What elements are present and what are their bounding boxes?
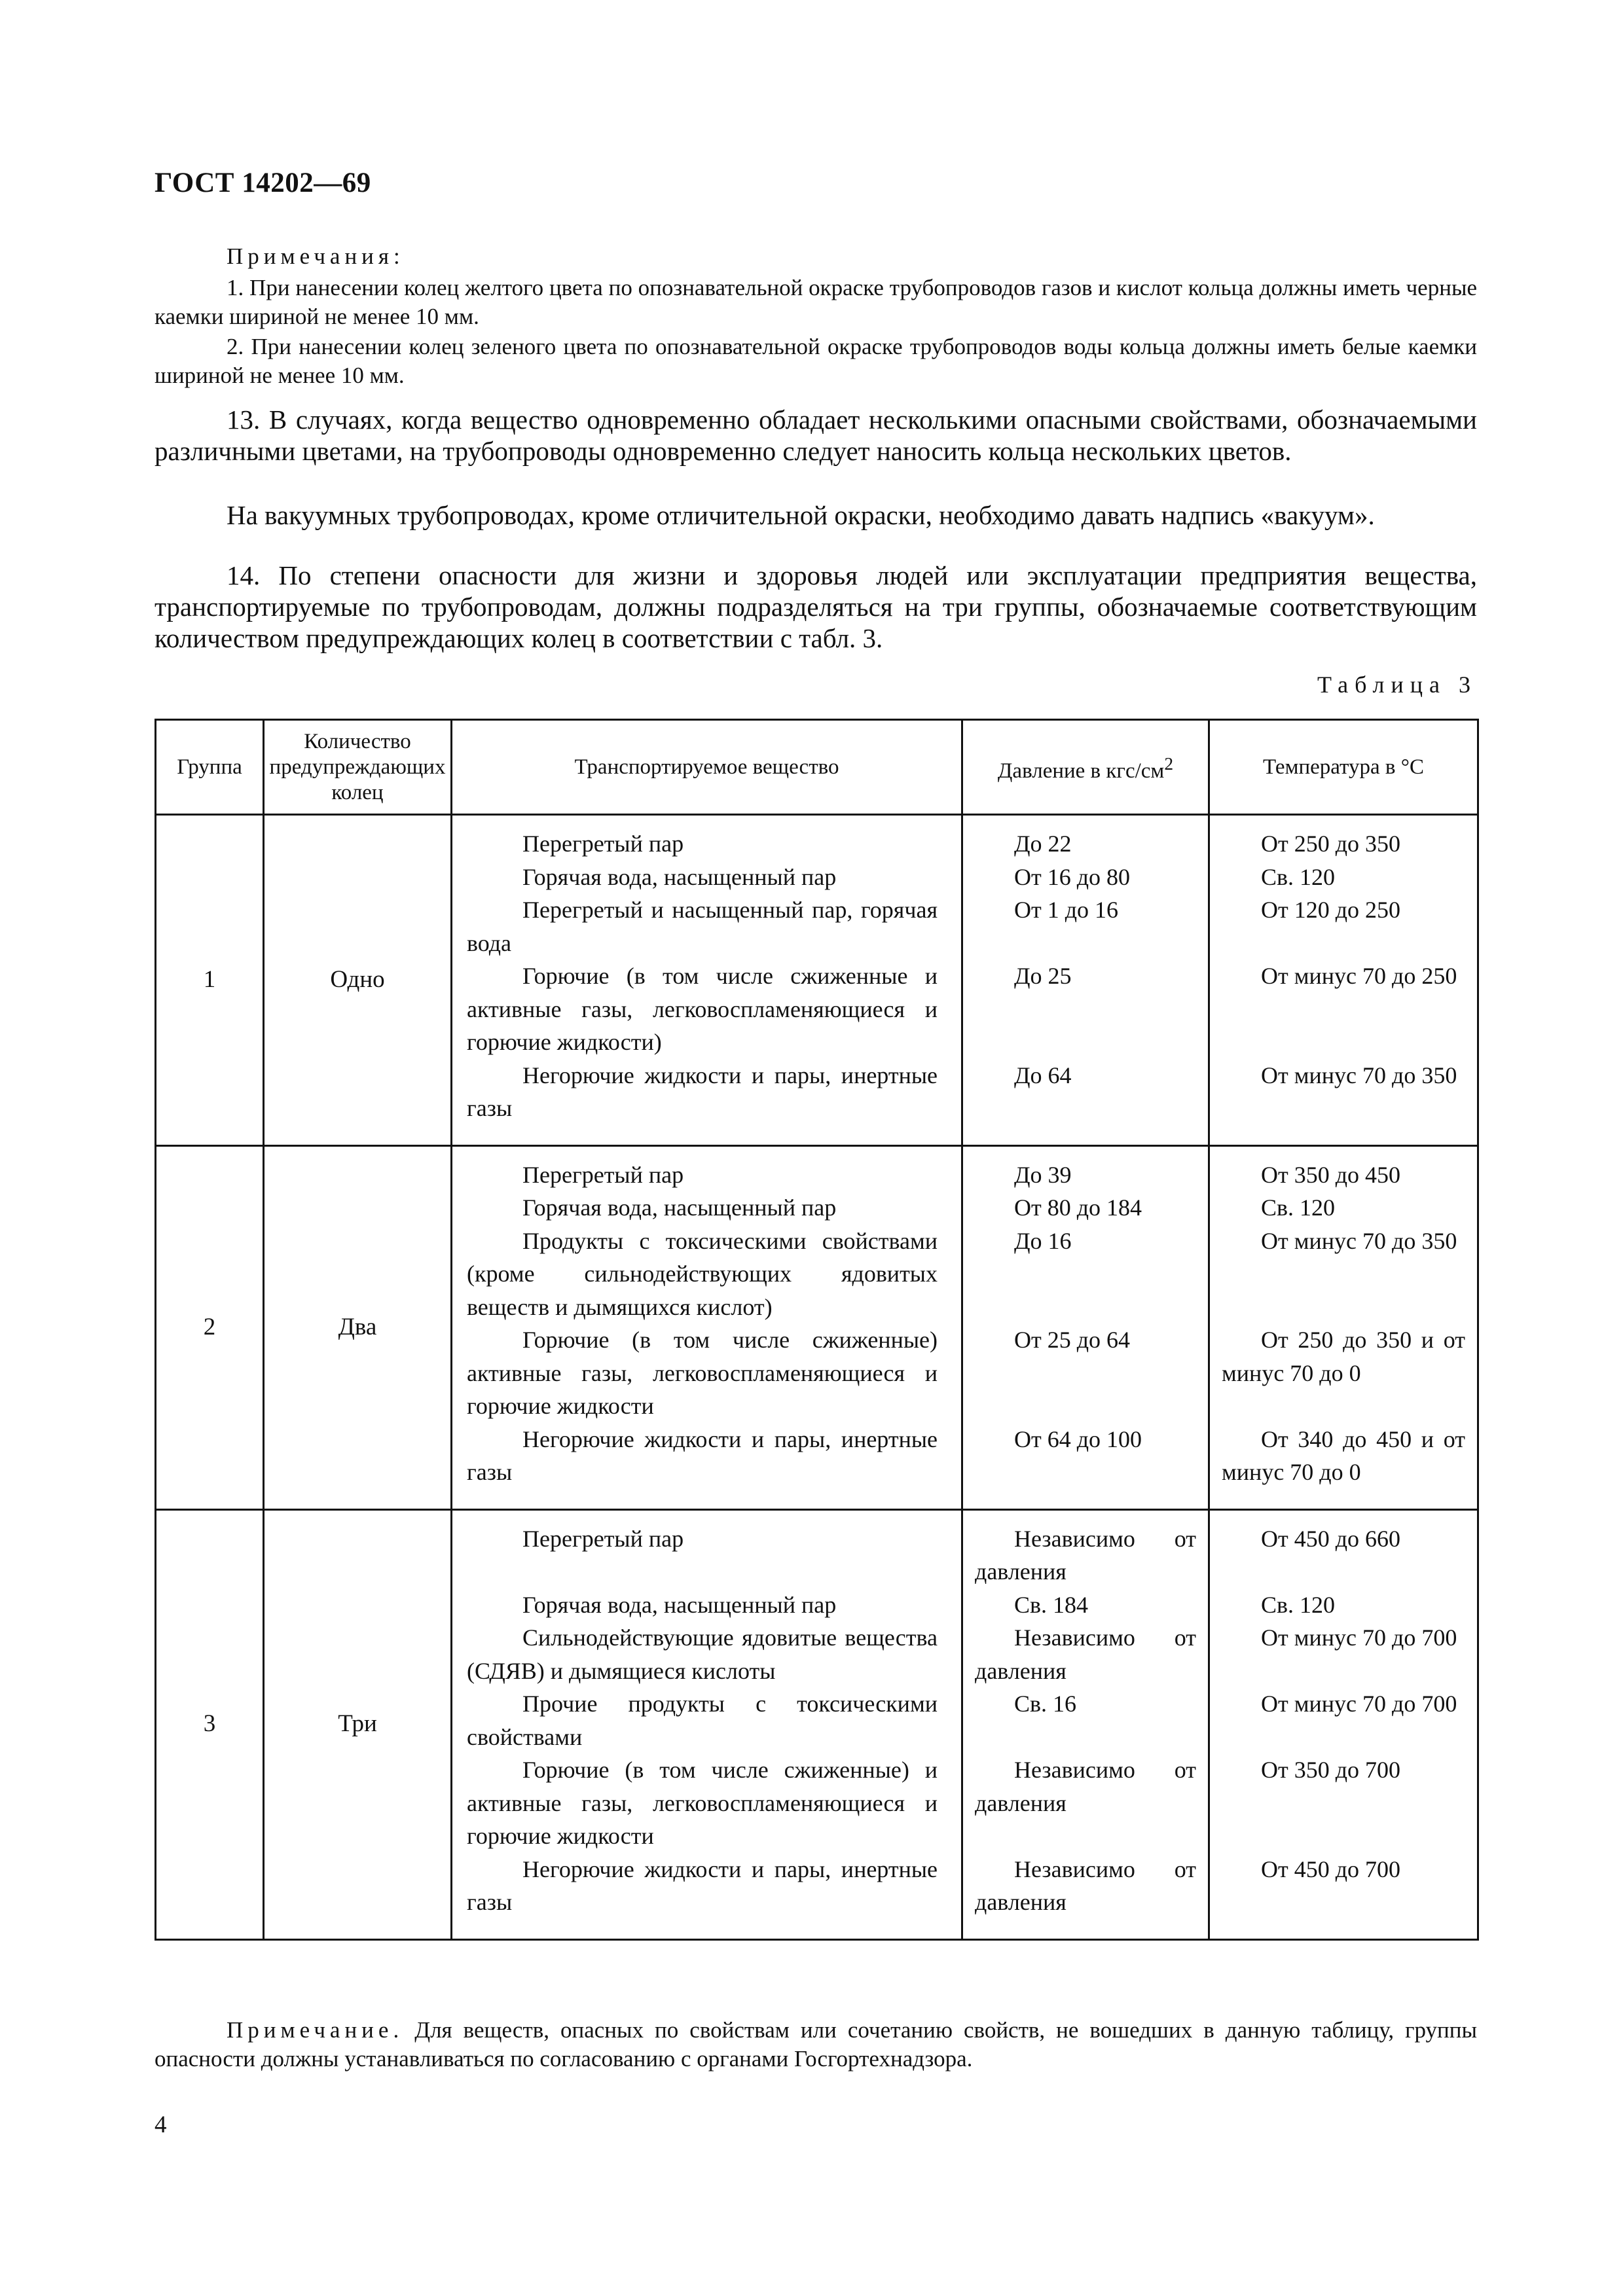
substance-item: Горячая вода, насыщенный пар bbox=[522, 1591, 837, 1618]
cell-group: 3 bbox=[156, 1509, 264, 1939]
header-group: Группа bbox=[156, 720, 264, 815]
temperature-value: От минус 70 до 700 bbox=[1261, 1624, 1457, 1651]
substance-item: Горючие (в том числе сжиженные) активные газы, легковоспламеняющиеся и горючие жидкости bbox=[467, 1327, 938, 1419]
cell-group: 2 bbox=[156, 1145, 264, 1509]
header-substance: Транспортируемое вещество bbox=[452, 720, 962, 815]
pressure-value: До 16 bbox=[1014, 1227, 1072, 1254]
paragraph-13: 13. В случаях, когда вещество одновременно обладает несколькими опасными свойствами, обозначаемыми различными цветами, на трубопроводы одновременно следует наносить кольца нескольких цветов. bbox=[155, 404, 1477, 466]
note-2: 2. При нанесении колец зеленого цвета по опознавательной окраске трубопроводов воды кольца должны иметь белые каемки шириной не менее 10 мм. bbox=[155, 334, 1477, 388]
temperature-value: От 250 до 350 и от минус 70 до 0 bbox=[1222, 1327, 1465, 1386]
substance-item: Перегретый и насыщенный пар, горячая вода bbox=[467, 897, 938, 956]
table-row bbox=[156, 1145, 1478, 1509]
substance-item: Негорючие жидкости и пары, инертные газы bbox=[467, 1426, 938, 1485]
page-number: 4 bbox=[155, 2111, 167, 2138]
table-body bbox=[156, 815, 1478, 1940]
pressure-value: От 1 до 16 bbox=[1014, 897, 1119, 923]
temperature-value: От 450 до 660 bbox=[1261, 1525, 1401, 1552]
pressure-value: Св. 184 bbox=[1014, 1591, 1089, 1618]
cell-rings: Два bbox=[264, 1145, 452, 1509]
footnote-label: Примечание. bbox=[227, 2017, 404, 2043]
temperature-value: Св. 120 bbox=[1261, 863, 1336, 890]
pressure-value: До 22 bbox=[1014, 831, 1072, 857]
notes-heading: Примечания: bbox=[227, 243, 405, 269]
temperature-value: От минус 70 до 250 bbox=[1261, 963, 1457, 989]
pressure-value: От 16 до 80 bbox=[1014, 863, 1131, 890]
substance-item: Горючие (в том числе сжиженные) и активные газы, легковоспламеняющиеся и горючие жидкости bbox=[467, 1757, 938, 1849]
cell-pressure bbox=[962, 815, 1209, 1146]
cell-temperature bbox=[1209, 1145, 1478, 1509]
temperature-value: От минус 70 до 350 bbox=[1261, 1062, 1457, 1088]
substance-item: Негорючие жидкости и пары, инертные газы bbox=[467, 1856, 938, 1915]
paragraph-14: 14. По степени опасности для жизни и здоровья людей или эксплуатации предприятия вещества, транспортируемые по трубопроводам, должны подразделяться на три группы, обозначаемые соответствующим количеством предупреждающих колец в соответствии с табл. 3. bbox=[155, 560, 1477, 653]
table-header-row bbox=[156, 720, 1478, 815]
temperature-value: От минус 70 до 350 bbox=[1261, 1227, 1457, 1254]
table-label: Таблица 3 bbox=[1317, 672, 1477, 698]
substance-item: Горючие (в том числе сжиженные и активные газы, легковоспламеняющиеся и горючие жидкости) bbox=[467, 963, 938, 1055]
header-rings: Количество предупреждающих колец bbox=[264, 720, 452, 815]
substance-item: Горячая вода, насыщенный пар bbox=[522, 863, 837, 890]
pressure-value: Независимо от давления bbox=[975, 1757, 1196, 1816]
substance-item: Прочие продукты с токсическими свойствами bbox=[467, 1691, 938, 1750]
temperature-value: От 350 до 450 bbox=[1261, 1161, 1401, 1188]
pressure-value: Независимо от давления bbox=[975, 1624, 1196, 1684]
document-page bbox=[155, 0, 1477, 2296]
cell-substance bbox=[452, 1145, 962, 1509]
pressure-value: До 64 bbox=[1014, 1062, 1072, 1088]
temperature-value: От 350 до 700 bbox=[1261, 1757, 1401, 1783]
cell-group: 1 bbox=[156, 815, 264, 1146]
temperature-value: От 250 до 350 bbox=[1261, 831, 1401, 857]
pressure-value: Св. 16 bbox=[1014, 1691, 1077, 1717]
note-1: 1. При нанесении колец желтого цвета по опознавательной окраске трубопроводов газов и кислот кольца должны иметь черные каемки шириной не менее 10 мм. bbox=[155, 275, 1477, 329]
hazard-groups-table bbox=[155, 719, 1479, 1941]
pressure-value: От 80 до 184 bbox=[1014, 1194, 1142, 1221]
cell-rings: Одно bbox=[264, 815, 452, 1146]
header-pressure-sup: 2 bbox=[1164, 753, 1174, 774]
temperature-value: Св. 120 bbox=[1261, 1591, 1336, 1618]
substance-item: Горячая вода, насыщенный пар bbox=[522, 1194, 837, 1221]
substance-item: Негорючие жидкости и пары, инертные газы bbox=[467, 1062, 938, 1121]
substance-item: Перегретый пар bbox=[522, 831, 684, 857]
pressure-value: От 25 до 64 bbox=[1014, 1327, 1131, 1353]
cell-substance bbox=[452, 815, 962, 1146]
temperature-value: От 120 до 250 bbox=[1261, 897, 1401, 923]
cell-rings: Три bbox=[264, 1509, 452, 1939]
temperature-value: От минус 70 до 700 bbox=[1261, 1691, 1457, 1717]
pressure-value: До 39 bbox=[1014, 1161, 1072, 1188]
paragraph-13-vacuum: На вакуумных трубопроводах, кроме отличительной окраски, необходимо давать надпись «вакуум». bbox=[227, 500, 1375, 530]
table-footnote bbox=[155, 2016, 1477, 2073]
substance-item: Сильнодействующие ядовитые вещества (СДЯВ) и дымящиеся кислоты bbox=[467, 1624, 938, 1684]
substance-item: Перегретый пар bbox=[522, 1161, 684, 1188]
temperature-value: От 340 до 450 и от минус 70 до 0 bbox=[1222, 1426, 1465, 1485]
table-row bbox=[156, 1509, 1478, 1939]
table-row bbox=[156, 815, 1478, 1146]
footnote-text: Для веществ, опасных по свойствам или сочетанию свойств, не вошедших в данную таблицу, группы опасности должны устанавливаться по согласованию с органами Госгортехнадзора. bbox=[155, 2017, 1477, 2072]
pressure-value: Независимо от давления bbox=[975, 1856, 1196, 1915]
header-temperature: Температура в °С bbox=[1209, 720, 1478, 815]
pressure-value: До 25 bbox=[1014, 963, 1072, 989]
cell-pressure bbox=[962, 1145, 1209, 1509]
header-pressure-text: Давление в кгс/см bbox=[997, 759, 1165, 783]
cell-temperature bbox=[1209, 815, 1478, 1146]
cell-temperature bbox=[1209, 1509, 1478, 1939]
temperature-value: От 450 до 700 bbox=[1261, 1856, 1401, 1882]
temperature-value: Св. 120 bbox=[1261, 1194, 1336, 1221]
header-pressure bbox=[962, 720, 1209, 815]
cell-substance bbox=[452, 1509, 962, 1939]
cell-pressure bbox=[962, 1509, 1209, 1939]
substance-item: Перегретый пар bbox=[522, 1525, 684, 1552]
pressure-value: От 64 до 100 bbox=[1014, 1426, 1142, 1452]
substance-item: Продукты с токсическими свойствами (кроме сильнодействующих ядовитых веществ и дымящихся кислот) bbox=[467, 1227, 938, 1320]
document-title: ГОСТ 14202—69 bbox=[155, 168, 371, 198]
pressure-value: Независимо от давления bbox=[975, 1525, 1196, 1585]
